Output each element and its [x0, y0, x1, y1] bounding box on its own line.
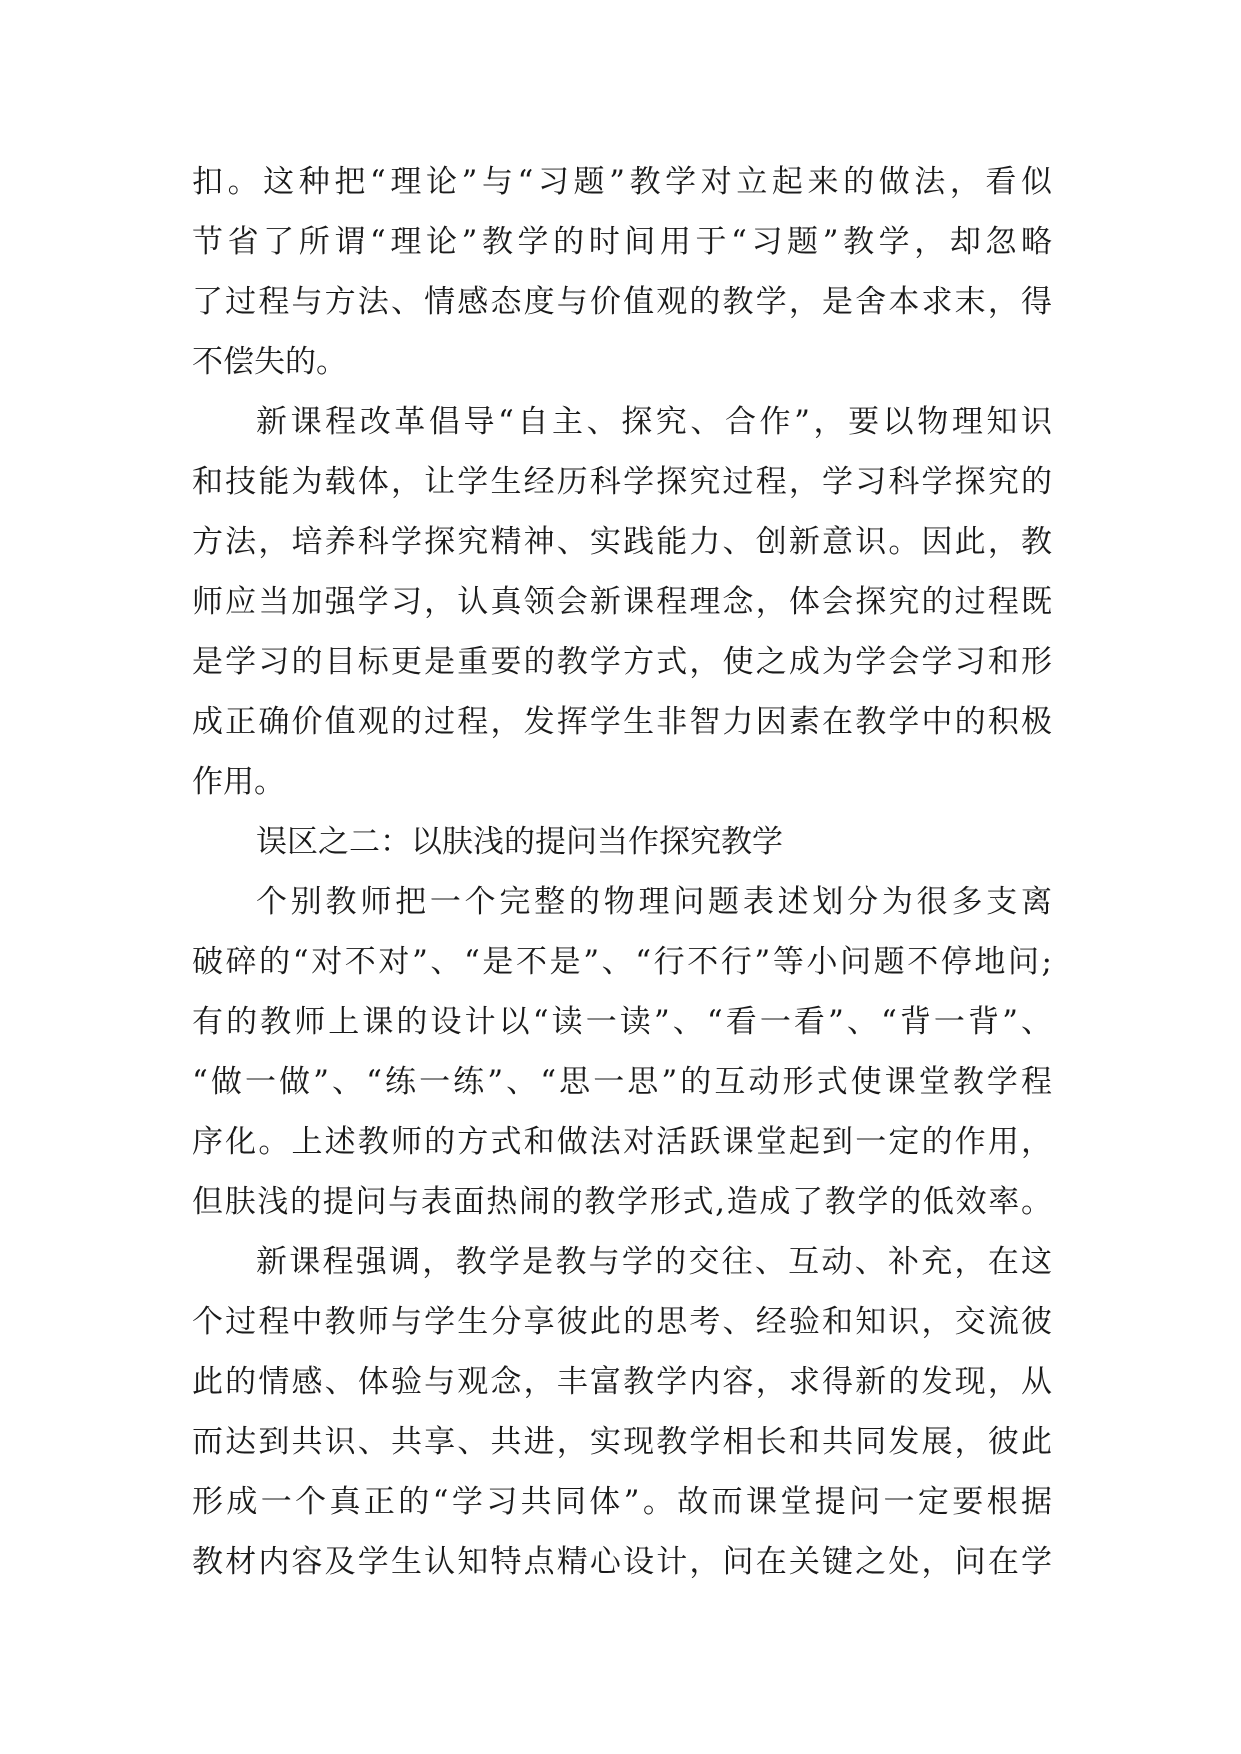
- text-line: 作用。: [192, 764, 285, 800]
- text-line: 个别教师把一个完整的物理问题表述划分为很多支离: [256, 884, 1052, 920]
- text-line: 成正确价值观的过程，发挥学生非智力因素在教学中的积极: [192, 704, 1052, 740]
- text-line: 方法，培养科学探究精神、实践能力、创新意识。因此，教: [192, 524, 1052, 560]
- text-line: 教材内容及学生认知特点精心设计，问在关键之处，问在学: [192, 1544, 1052, 1580]
- text-line: 误区之二：以肤浅的提问当作探究教学: [256, 824, 783, 860]
- text-line: 新课程改革倡导“自主、探究、合作”，要以物理知识: [256, 404, 1052, 440]
- text-line: “做一做”、“练一练”、“思一思”的互动形式使课堂教学程: [192, 1064, 1052, 1100]
- body-text: [192, 152, 1052, 1592]
- text-line: 破碎的“对不对”、“是不是”、“行不行”等小问题不停地问;: [192, 944, 1052, 980]
- text-line: 师应当加强学习，认真领会新课程理念，体会探究的过程既: [192, 584, 1052, 620]
- text-line: 节省了所谓“理论”教学的时间用于“习题”教学，却忽略: [192, 224, 1052, 260]
- text-line: 个过程中教师与学生分享彼此的思考、经验和知识，交流彼: [192, 1304, 1052, 1340]
- text-line: 新课程强调，教学是教与学的交往、互动、补充，在这: [256, 1244, 1052, 1280]
- text-line: 了过程与方法、情感态度与价值观的教学，是舍本求末，得: [192, 284, 1052, 320]
- text-line: 是学习的目标更是重要的教学方式，使之成为学会学习和形: [192, 644, 1052, 680]
- text-line: 有的教师上课的设计以“读一读”、“看一看”、“背一背”、: [192, 1004, 1052, 1040]
- text-line: 扣。这种把“理论”与“习题”教学对立起来的做法，看似: [192, 164, 1052, 200]
- text-line: 而达到共识、共享、共进，实现教学相长和共同发展，彼此: [192, 1424, 1052, 1460]
- text-line: 形成一个真正的“学习共同体”。故而课堂提问一定要根据: [192, 1484, 1052, 1520]
- text-line: 序化。上述教师的方式和做法对活跃课堂起到一定的作用，: [192, 1124, 1052, 1160]
- text-line: 此的情感、体验与观念，丰富教学内容，求得新的发现，从: [192, 1364, 1052, 1400]
- text-line: 但肤浅的提问与表面热闹的教学形式,造成了教学的低效率。: [192, 1184, 1052, 1220]
- text-line: 和技能为载体，让学生经历科学探究过程，学习科学探究的: [192, 464, 1052, 500]
- text-line: 不偿失的。: [192, 344, 347, 380]
